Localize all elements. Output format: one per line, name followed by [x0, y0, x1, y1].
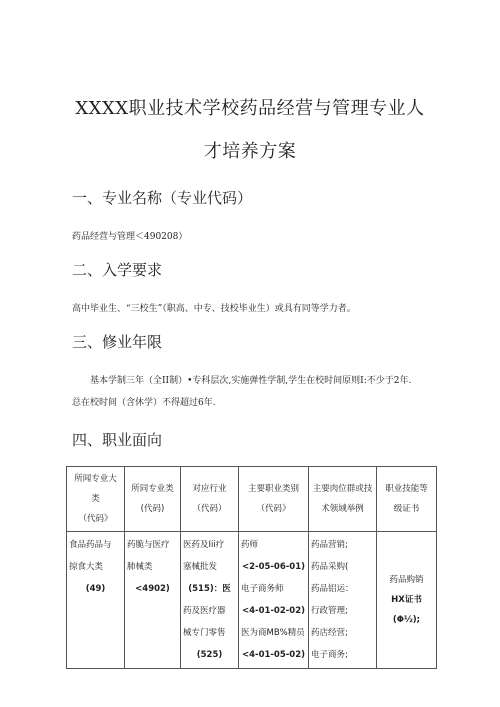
section-heading-admission: 二、入学要求 [72, 261, 163, 279]
major-name-text: 药品经营与管理＜490208） [72, 232, 188, 242]
header-cell-occupation: 主要职业类别 （代码》 [239, 467, 309, 532]
section-heading-duration: 三、修业年限 [72, 333, 163, 351]
cell-certificate: 药品购销 HX证书 (Φ½); [377, 532, 437, 669]
duration-text-line1: 基本学制三年（全II制）•专科层次,实施弹性学制,学生在校时间原则I:不少于2年. [90, 376, 412, 386]
cell-industry: 医药及Iii疗 塞械批发 (515)：医 药及医疗器 械专门零售 (525) [181, 532, 239, 669]
cell-occupation: 药师 <2-05-06-01) 电子商务师 <4-01-02-02) 医为商MB%精员 <4-01-05-02) [239, 532, 309, 669]
career-table [66, 466, 437, 669]
header-cell-positions: 主要肉位群或技 术领域举例 [309, 467, 377, 532]
duration-text-line2: 总在校时间（含休学）不得超过6年. [72, 398, 216, 408]
header-cell-major-category: 所闻专业大 类 （代码》 [67, 467, 125, 532]
header-cell-industry: 对应行业 （代码） [181, 467, 239, 532]
admission-text: 高中毕业生、“三校生”（职高、中专、技校毕业生）或具有同等学力者。 [72, 304, 356, 314]
document-title-line1: XXXX职业技术学校药品经营与管理专业人 [75, 98, 425, 119]
table-row [67, 532, 437, 669]
header-cell-major-class: 所同专业类 (代码) [125, 467, 181, 532]
document-title-line2: 才培养方案 [203, 141, 297, 162]
cell-major-class: 药脆与医疗 肺械类 <4902) [125, 532, 181, 669]
cell-major-category: 食品药品与 掠食大类 (49) [67, 532, 125, 669]
section-heading-major-name: 一、专业名称（专业代码） [72, 189, 253, 207]
table-header-row [67, 467, 437, 532]
header-cell-certificate: 职业技能等 级证书 [377, 467, 437, 532]
section-heading-career: 四、职业面向 [72, 431, 163, 449]
cell-positions: 药品营销; 药品采购( 药品铝运： 行政管理; 药店经营; 电子商务; [309, 532, 377, 669]
